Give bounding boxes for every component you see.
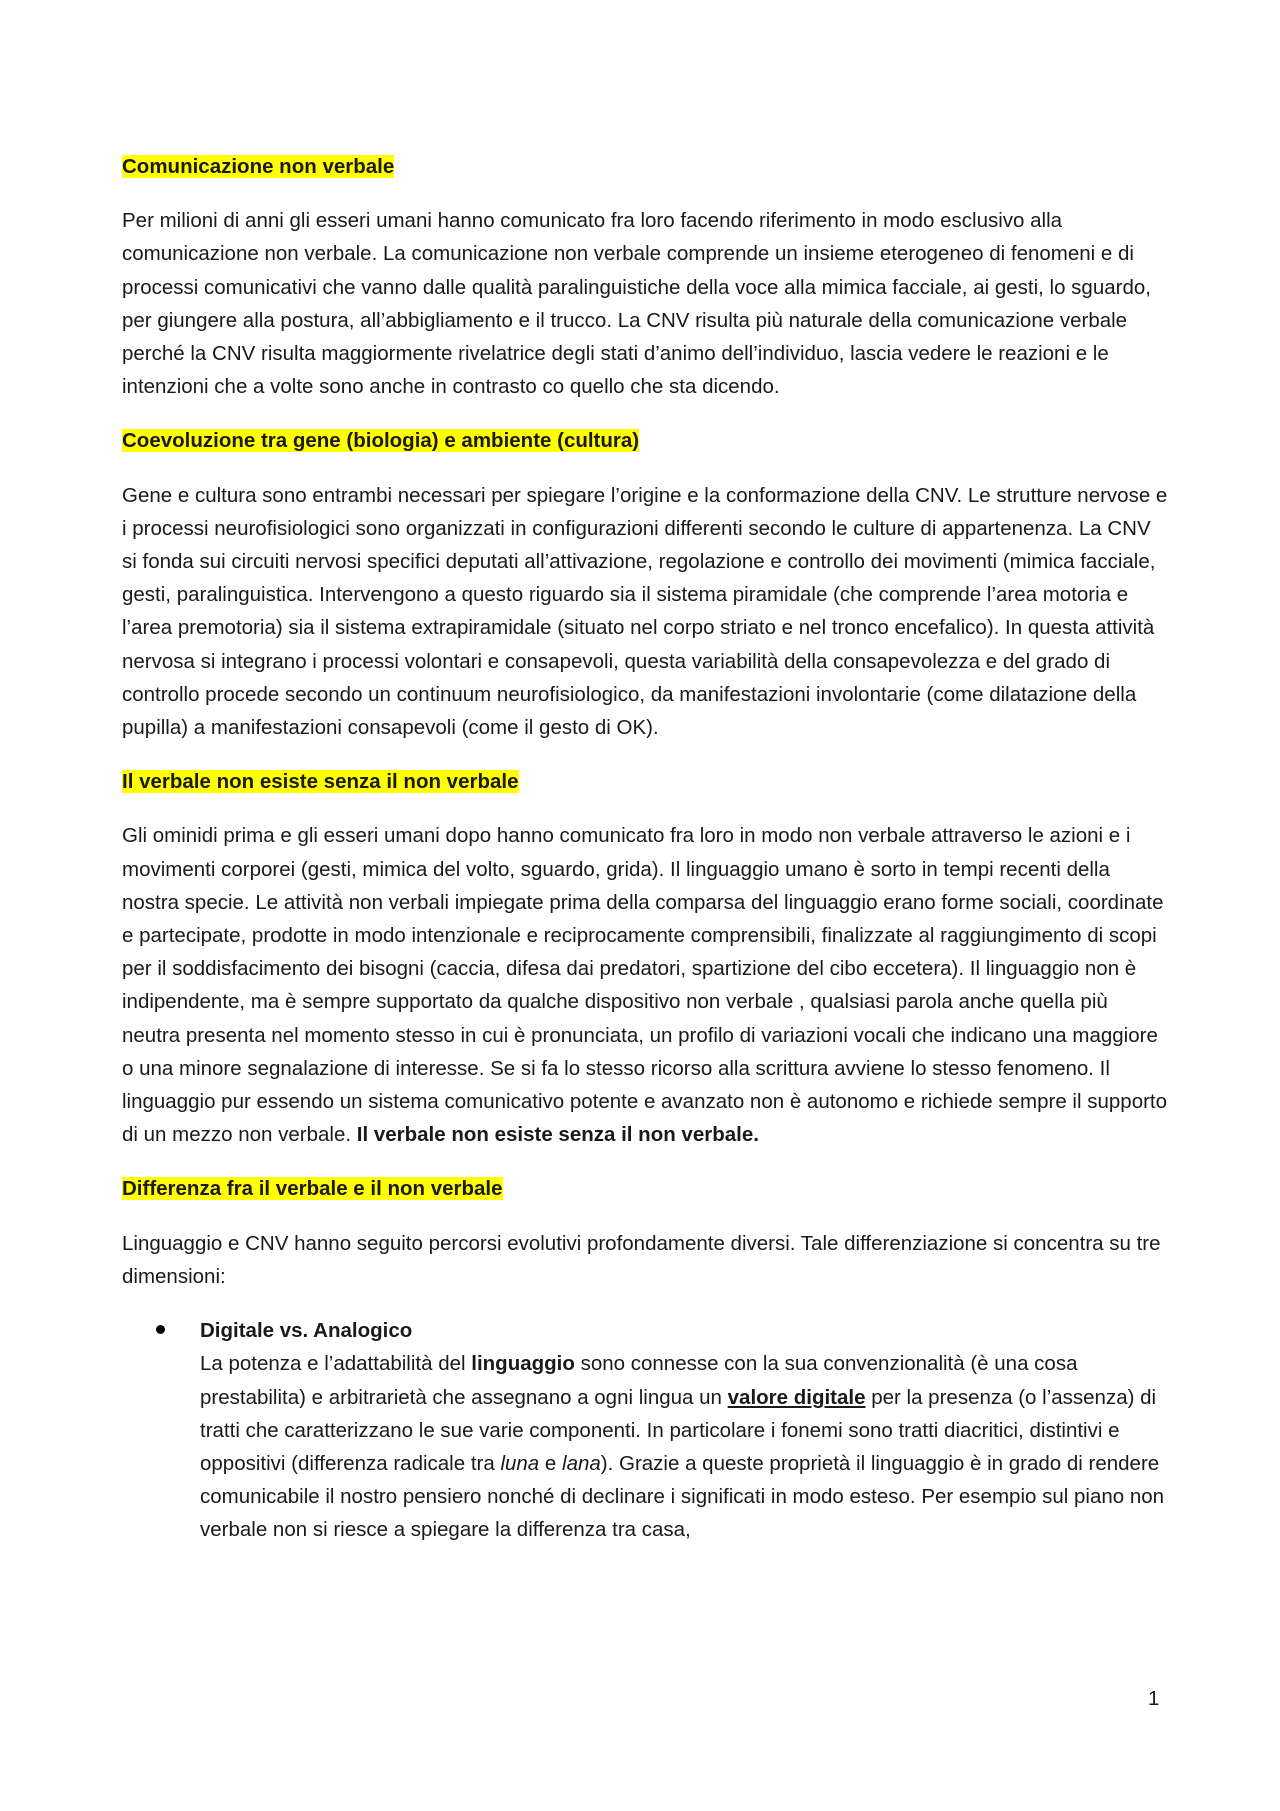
paragraph-bold-text: Il verbale non esiste senza il non verbale. [356, 1123, 759, 1147]
bullet-title: Digitale vs. Analogico [200, 1319, 413, 1343]
bullet-underlined-text: valore digitale [727, 1385, 866, 1409]
bullet-body [200, 1347, 1168, 1546]
bullet-italic-text: luna [500, 1451, 540, 1475]
bullet-text: ). Grazie a queste proprietà il linguaggio è in grado di rendere comunicabile il nostro pensiero nonché di declinare i significati in modo esteso. Per esempio sul piano non verbale non si riesce a spiegare la differenza tra casa, [200, 1451, 1165, 1542]
section-paragraph [122, 819, 1168, 1151]
section-paragraph: Gene e cultura sono entrambi necessari per spiegare l’origine e la conformazione della CNV. Le strutture nervose e i processi neurofisiologici sono organizzati in configurazioni differenti secondo le culture di appartenenza. La CNV si fonda sui circuiti nervosi specifici deputati all’attivazione, regolazione e controllo dei movimenti (mimica facciale, gesti, paralinguistica. Intervengono a questo riguardo sia il sistema piramidale (che comprende l’area motoria e l’area premotoria) sia il sistema extrapiramidale (situato nel corpo striato e nel tronco encefalico). In questa attività nervosa si integrano i processi volontari e consapevoli, questa variabilità della consapevolezza e del grado di controllo procede secondo un continuum neurofisiologico, da manifestazioni involontarie (come dilatazione della pupilla) a manifestazioni consapevoli (come il gesto di OK). [122, 483, 1168, 740]
section-paragraph: Linguaggio e CNV hanno seguito percorsi evolutivi profondamente diversi. Tale differenziazione si concentra su tre dimensioni: [122, 1231, 1161, 1288]
section-heading [122, 1172, 1168, 1205]
section-heading [122, 765, 1168, 798]
page-number: 1 [1148, 1687, 1160, 1710]
bullet-list [122, 1314, 1168, 1546]
bullet-text: e [539, 1451, 563, 1475]
bullet-dot-icon [156, 1325, 165, 1334]
bullet-bold-text: linguaggio [471, 1352, 575, 1376]
section-paragraph: Per milioni di anni gli esseri umani hanno comunicato fra loro facendo riferimento in modo esclusivo alla comunicazione non verbale. La comunicazione non verbale comprende un insieme eterogeneo di fenomeni e di processi comunicativi che vanno dalle qualità paralinguistiche della voce alla mimica facciale, ai gesti, lo sguardo, per giungere alla postura, all’abbigliamento e il trucco. La CNV risulta più naturale della comunicazione verbale perché la CNV risulta maggiormente rivelatrice degli stati d’animo dell’individuo, lascia vedere le reazioni e le intenzioni che a volte sono anche in contrasto co quello che sta dicendo. [122, 209, 1151, 399]
bullet-text: La potenza e l’adattabilità del [200, 1352, 472, 1376]
heading-highlight: Il verbale non esiste senza il non verbale [122, 770, 519, 794]
bullet-text: per la presenza (o l’assenza) di tratti che caratterizzano le sue varie componenti. In particolare i fonemi sono tratti diacritici, distintivi e oppositivi (differenza radicale tra [200, 1385, 1157, 1475]
bullet-text: sono connesse con la sua convenzionalità (è una cosa prestabilita) e arbitrarietà che assegnano a ogni lingua un [200, 1352, 1078, 1409]
section-heading [122, 424, 1168, 457]
section-heading [122, 150, 1168, 183]
list-item [200, 1314, 1168, 1546]
heading-highlight: Comunicazione non verbale [122, 155, 395, 178]
bullet-italic-text: lana [562, 1451, 601, 1475]
heading-highlight: Differenza fra il verbale e il non verbale [122, 1177, 503, 1201]
paragraph-text: Gli ominidi prima e gli esseri umani dopo hanno comunicato fra loro in modo non verbale attraverso le azioni e i movimenti corporei (gesti, mimica del volto, sguardo, grida). Il linguaggio umano è sorto in tempi recenti della nostra specie. Le attività non verbali impiegate prima della comparsa del linguaggio erano forme sociali, coordinate e partecipate, prodotte in modo intenzionale e reciprocamente comprensibili, finalizzate al raggiungimento di scopi per il soddisfacimento dei bisogni (caccia, difesa dai predatori, spartizione del cibo eccetera). Il linguaggio non è indipendente, ma è sempre supportato da qualche dispositivo non verbale , qualsiasi parola anche quella più neutra presenta nel momento stesso in cui è pronunciata, un profilo di variazioni vocali che indicano una maggiore o una minore segnalazione di interesse. Se si fa lo stesso ricorso alla scrittura avviene lo stesso fenomeno. Il linguaggio pur essendo un sistema comunicativo potente e avanzato non è autonomo e richiede sempre il supporto di un mezzo non verbale. [122, 824, 1168, 1147]
heading-highlight: Coevoluzione tra gene (biologia) e ambiente (cultura) [122, 429, 640, 453]
document-page [122, 150, 1168, 1547]
